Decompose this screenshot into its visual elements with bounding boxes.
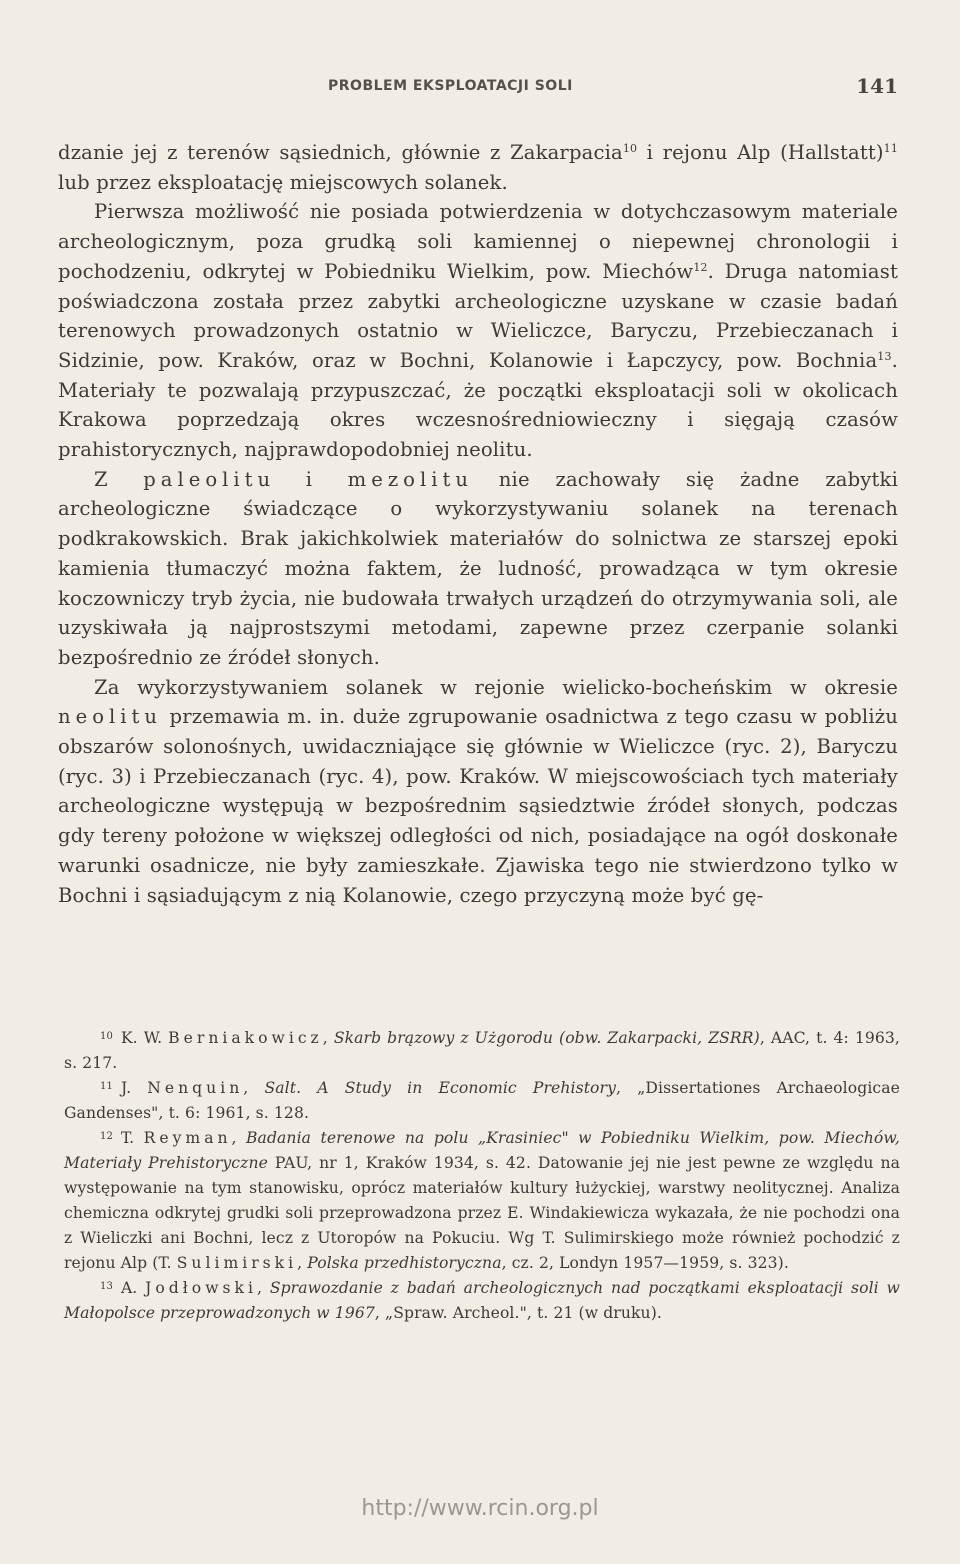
footnote-ref-13[interactable]: 13: [877, 349, 892, 363]
footnote-number: 12: [100, 1131, 113, 1142]
main-text: [58, 138, 898, 910]
author-name: Sulimirski: [176, 1254, 298, 1272]
paragraph-3: [58, 465, 898, 673]
footnote-13: $^{13}$ A. Jodłowski, Sprawozdanie z badań archeologicznych nad początkami eksploatacji soli w Małopolsce przeprowadzonych w 1967, „Spraw. Archeol.", t. 21 (w druku).: [64, 1279, 900, 1322]
text-run: Pierwsza możliwość nie posiada potwierdzenia w dotychczasowym materiale archeologicznym, poza grudką soli kamiennej o niepewnej chronologii i pochodzeniu, odkrytej w Pobiedniku Wielkim, pow. Miechów: [58, 200, 898, 283]
paragraph-1: [58, 138, 898, 197]
footnote-number: 13: [100, 1281, 113, 1292]
work-title: Skarb brązowy z Użgorodu (obw. Zakarpacki, ZSRR): [333, 1029, 760, 1047]
citation-rest: PAU, nr 1, Kraków 1934, s. 42. Datowanie jej nie jest pewne ze względu na występowanie na tym stanowisku, oprócz materiałów kultury łużyckiej, warstwy neolitycznej. Analiza chemiczna odkrytej grudki soli przeprowadzona przez E. Windakiewicza wykazała, że nie pochodzi ona z Wieliczki ani Bochni, lecz z Utoropów na Pokuciu. Wg T. Sulimirskiego może również pochodzić z rejonu Alp (T.: [64, 1154, 900, 1272]
text-run: . Druga natomiast poświadczona została przez zabytki archeologiczne uzyskane w czasie badań terenowych prowadzonych ostatnio w Wieliczce, Baryczu, Przebieczanach i Sidzinie, pow. Kraków, oraz w Bochni, Kolanowie i Łapczycy, pow. Bochnia: [58, 259, 898, 372]
text-run: dzanie jej z terenów sąsiednich, głównie z Zakarpacia: [58, 141, 623, 164]
work-title: Salt. A Study in Economic Prehistory: [264, 1079, 617, 1097]
footnote-ref-12[interactable]: 12: [693, 260, 708, 274]
text-run: nie zachowały się żadne zabytki archeologiczne świadczące o wykorzystywaniu solanek na terenach podkrakowskich. Brak jakichkolwiek materiałów do solnictwa ze starszej epoki kamienia tłumaczyć można faktem, że ludność, prowadząca w tym okresie koczowniczy tryb życia, nie budowała trwałych urządzeń do otrzymywania soli, ale uzyskiwała ją najprostszymi metodami, zapewne przez czerpanie solanki bezpośrednio ze źródeł słonych.: [58, 467, 898, 669]
citation-rest: , „Dissertationes Archaeologicae Gandenses", t. 6: 1961, s. 128.: [64, 1079, 900, 1122]
author-name: Berniakowicz: [168, 1029, 323, 1047]
text-run: Za wykorzystywaniem solanek w rejonie wielicko-bocheńskim w okresie: [94, 675, 898, 699]
author-initial: J.: [120, 1079, 148, 1097]
citation-rest: , AAC, t. 4: 1963, s. 217.: [64, 1029, 900, 1072]
footnote-number: 11: [100, 1081, 113, 1092]
page-header: [328, 74, 898, 104]
footnotes: [64, 1026, 900, 1326]
author-initial: T.: [120, 1129, 144, 1147]
text-run: i rejonu Alp (Hallstatt): [637, 141, 884, 164]
author-name: Jodłowski: [145, 1279, 257, 1297]
footnote-number: 10: [100, 1031, 113, 1042]
source-watermark: http://www.rcin.org.pl: [361, 1496, 599, 1521]
running-head: PROBLEM EKSPLOATACJI SOLI: [328, 78, 573, 94]
work-title: Badania terenowe na polu „Krasiniec" w Pobiedniku Wielkim, pow. Miechów, Materiały Prehistoryczne: [64, 1129, 900, 1172]
footnote-ref-10[interactable]: 10: [622, 142, 638, 155]
author-name: Nenquin: [147, 1079, 244, 1097]
footnote-12: $^{12}$ T. Reyman, Badania terenowe na polu „Krasiniec" w Pobiedniku Wielkim, pow. Miechów, Materiały Prehistoryczne PAU, nr 1, Kraków 1934, s. 42. Datowanie jej nie jest pewne ze względu na występowanie na tym stanowisku, oprócz materiałów kultury łużyckiej, warstwy neolitycznej. Analiza chemiczna odkrytej grudki soli przeprowadzona przez E. Windakiewicza wykazała, że nie pochodzi ona z Wieliczki ani Bochni, lecz z Utoropów na Pokuciu. Wg T. Sulimirskiego może również pochodzić z rejonu Alp (T. Sulimirski, Polska przedhistoryczna, cz. 2, Londyn 1957—1959, s. 323).: [64, 1129, 900, 1272]
footnote-10: $^{10}$ K. W. Berniakowicz, Skarb brązowy z Użgorodu (obw. Zakarpacki, ZSRR), AAC, t. 4: 1963, s. 217.: [64, 1029, 900, 1072]
spaced-emphasis: Z paleolitu i mezolitu: [94, 467, 473, 491]
page-number: 141: [856, 74, 898, 98]
paragraph-4: [58, 673, 898, 911]
work-title: Sprawozdanie z badań archeologicznych nad początkami eksploatacji soli w Małopolsce przeprowadzonych w 1967: [64, 1279, 900, 1322]
work-title: Polska przedhistoryczna: [307, 1254, 502, 1272]
footnote-ref-11[interactable]: 11: [883, 142, 898, 155]
text-run: przemawia m. in. duże zgrupowanie osadnictwa z tego czasu w pobliżu obszarów solonośnych, uwidaczniające się głównie w Wieliczce (ryc. 2), Baryczu (ryc. 3) i Przebieczanach (ryc. 4), pow. Kraków. W miejscowościach tych materiały archeologiczne występują w bezpośrednim sąsiedztwie źródeł słonych, podczas gdy tereny położone w większej odległości od nich, posiadające na ogół doskonałe warunki osadnicze, nie były zamieszkałe. Zjawiska tego nie stwierdzono tylko w Bochni i sąsiadującym z nią Kolanowie, czego przyczyną może być gę-: [58, 705, 898, 907]
footnote-11: $^{11}$ J. Nenquin, Salt. A Study in Economic Prehistory, „Dissertationes Archaeologicae Gandenses", t. 6: 1961, s. 128.: [64, 1079, 900, 1122]
citation-rest: , „Spraw. Archeol.", t. 21 (w druku).: [374, 1304, 662, 1322]
author-name: Reyman: [143, 1129, 232, 1147]
author-initial: A.: [120, 1279, 146, 1297]
spaced-emphasis: neolitu: [58, 705, 163, 729]
paragraph-2: [58, 197, 898, 464]
citation-rest: , cz. 2, Londyn 1957—1959, s. 323).: [501, 1254, 789, 1272]
text-run: lub przez eksploatację miejscowych solanek.: [58, 170, 508, 194]
text-run: . Materiały te pozwalają przypuszczać, że początki eksploatacji soli w okolicach Krakowa poprzedzają okres wczesnośredniowieczny i sięgają czasów prahistorycznych, najprawdopodobniej neolitu.: [58, 348, 898, 462]
author-initial: K. W.: [120, 1029, 169, 1047]
